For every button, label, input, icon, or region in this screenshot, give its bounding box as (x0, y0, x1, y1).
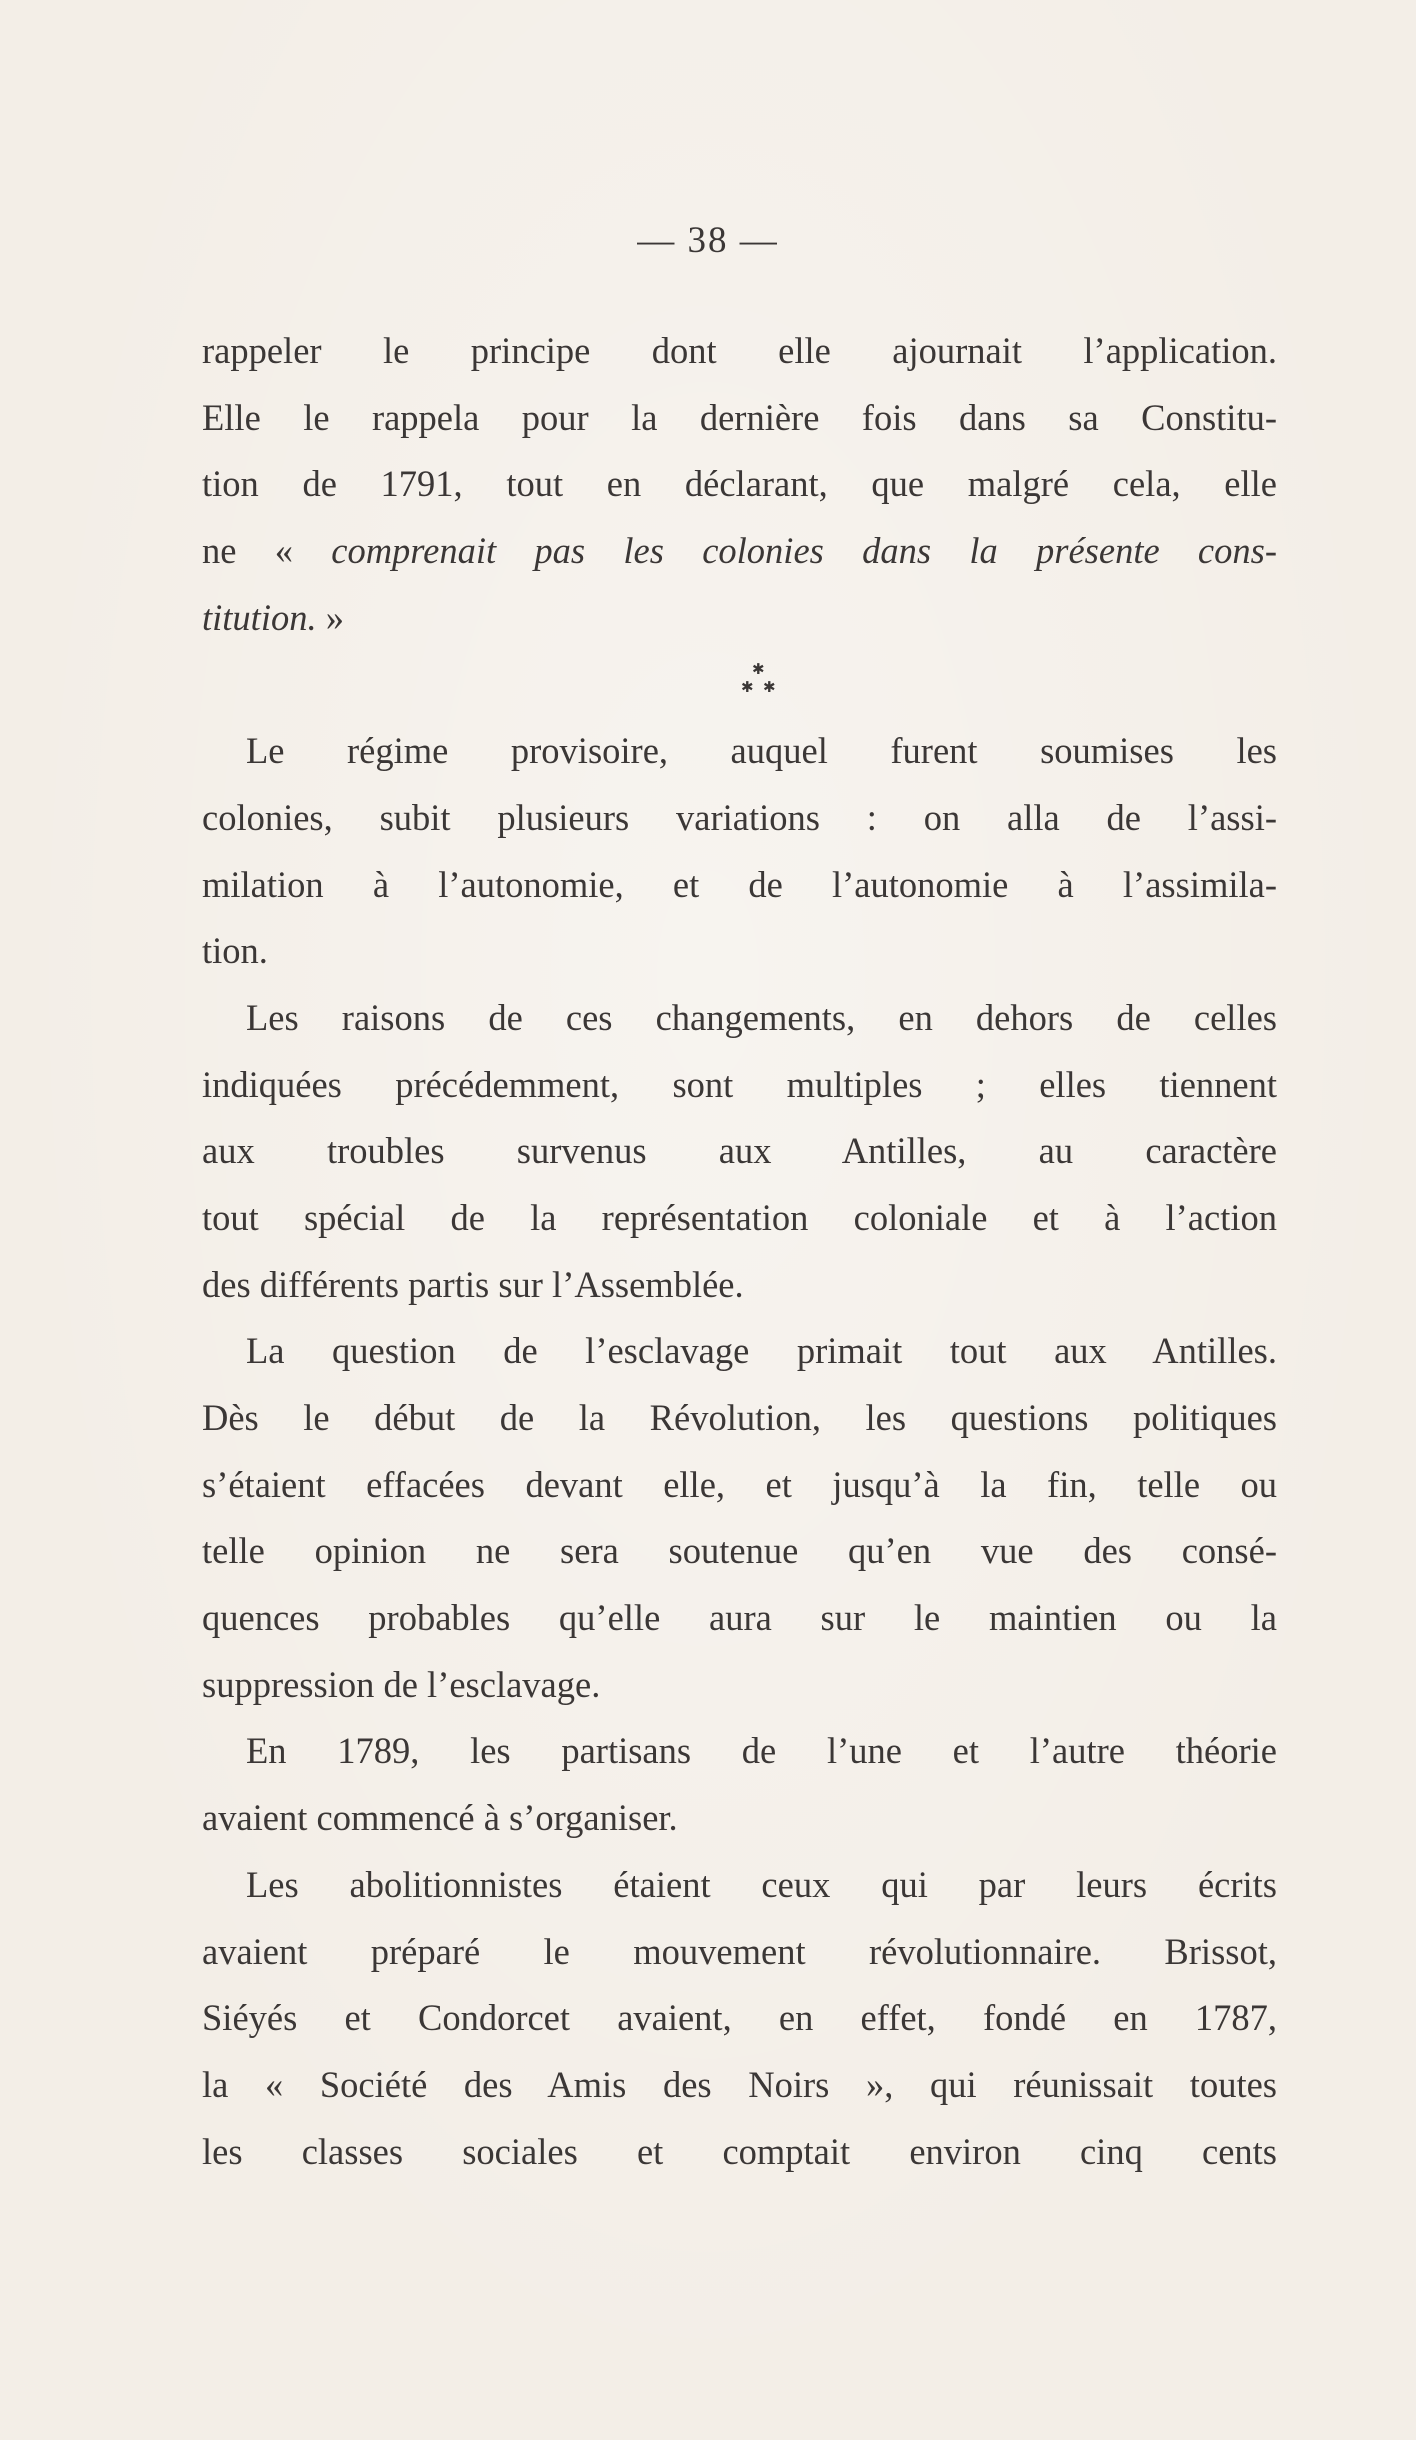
text-line: suppression de l’esclavage. (202, 1663, 601, 1705)
page-number: — 38 — (637, 220, 779, 261)
text-line: Le régime provisoire, auquel furent soumises les (246, 730, 1277, 772)
italic-quote: comprenait pas les colonies dans la présente cons- (331, 530, 1277, 572)
text-line: les classes sociales et comptait environ cinq cents (202, 2130, 1277, 2172)
text-line: La question de l’esclavage primait tout aux Antilles. (246, 1330, 1277, 1372)
text-line: la « Société des Amis des Noirs », qui réunissait toutes (202, 2063, 1277, 2105)
text-line: tion. (202, 930, 268, 972)
text-line: indiquées précédemment, sont multiples ; elles tiennent (202, 1063, 1277, 1105)
text-line: Les raisons de ces changements, en dehors de celles (246, 996, 1277, 1038)
body-text (202, 318, 1277, 2185)
text-line: Dès le début de la Révolution, les questions politiques (202, 1397, 1277, 1438)
text-line: rappeler le principe dont elle ajournait l’application. (202, 330, 1277, 371)
text-line: des différents partis sur l’Assemblée. (202, 1263, 744, 1305)
text-line (202, 518, 1277, 585)
text-line (202, 585, 1277, 652)
text-line: s’étaient effacées devant elle, et jusqu’à la fin, telle ou (202, 1463, 1277, 1505)
text-line: En 1789, les partisans de l’une et l’autre théorie (246, 1730, 1277, 1772)
text-line: avaient préparé le mouvement révolutionnaire. Brissot, (202, 1930, 1277, 1972)
asterisk-icon: ✱ (752, 662, 765, 679)
text-line: Les abolitionnistes étaient ceux qui par leurs écrits (246, 1863, 1277, 1905)
text-line: Elle le rappela pour la dernière fois dans sa Constitu- (202, 396, 1277, 438)
asterisk-icon: ✱ (741, 680, 754, 697)
text-line: Siéyés et Condorcet avaient, en effet, fondé en 1787, (202, 1997, 1277, 2039)
text-line: avaient commencé à s’organiser. (202, 1797, 678, 1839)
text-line: aux troubles survenus aux Antilles, au caractère (202, 1130, 1277, 1172)
text-line: colonies, subit plusieurs variations : on alla de l’assi- (202, 796, 1277, 838)
asterisk-icon: ✱ (763, 680, 776, 697)
text-line: quences probables qu’elle aura sur le maintien ou la (202, 1597, 1277, 1639)
text-line: tion de 1791, tout en déclarant, que malgré cela, elle (202, 463, 1277, 505)
text-line: tout spécial de la représentation coloniale et à l’action (202, 1196, 1277, 1238)
italic-quote: titution. (202, 596, 317, 638)
text-line: milation à l’autonomie, et de l’autonomie à l’assimila- (202, 863, 1277, 905)
text-segment: ne « (202, 530, 332, 572)
section-ornament (202, 651, 1277, 718)
text-line: telle opinion ne sera soutenue qu’en vue des consé- (202, 1530, 1277, 1572)
text-segment: » (316, 596, 344, 638)
